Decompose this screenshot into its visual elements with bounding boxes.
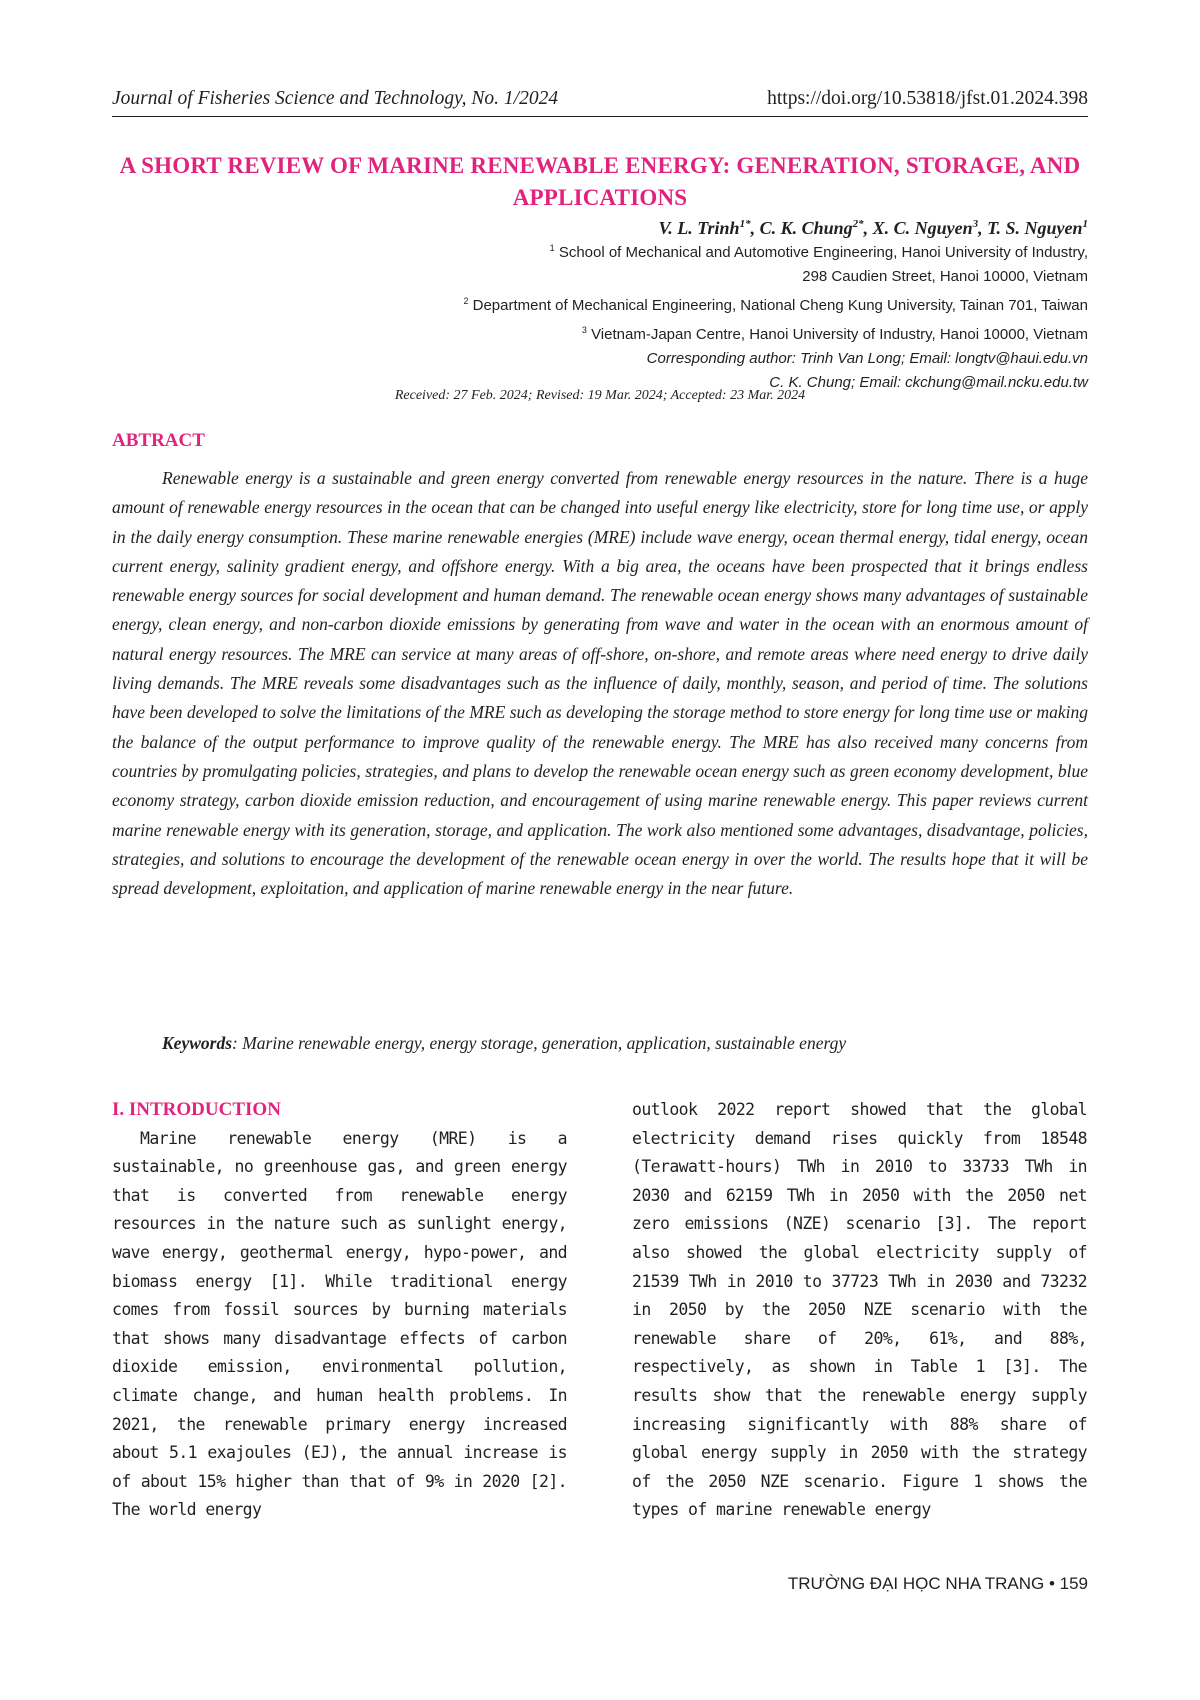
keywords [112, 1030, 1088, 1056]
intro-right-column [632, 1096, 1087, 1525]
author-name: T. S. Nguyen [987, 218, 1083, 238]
author-sup: 2* [852, 218, 864, 230]
author-name: V. L. Trinh [658, 218, 740, 238]
affiliation-text: Vietnam-Japan Centre, Hanoi University of Industry, Hanoi 10000, Vietnam [591, 326, 1088, 343]
doi-link[interactable]: https://doi.org/10.53818/jfst.01.2024.398 [767, 88, 1088, 109]
affiliation-2 [188, 289, 1088, 318]
author-list: V. L. Trinh$^{1*}$, C. K. Chung$^{2*}$, X. C. Nguyen$^3$, T. S. Nguyen$^1$ [658, 218, 1088, 238]
affiliations [188, 236, 1088, 395]
corresponding-author-2: C. K. Chung; Email: ckchung@mail.ncku.edu.tw [769, 374, 1088, 391]
author-name: C. K. Chung [759, 218, 853, 238]
journal-name: Journal of Fisheries Science and Technology, No. 1/2024 [112, 88, 559, 109]
intro-paragraph-continued: outlook 2022 report showed that the global electricity demand rises quickly from 18548 (Terawatt-hours) TWh in 2010 to 33733 TWh in 2030 and 62159 TWh in 2050 with the 2050 net zero emissions (NZE) scenario [3]. The report also showed the global electricity supply of 21539 TWh in 2010 to 37723 TWh in 2030 and 73232 in 2050 by the 2050 NZE scenario with the renewable share of 20%, 61%, and 88%, respectively, as shown in Table 1 [3]. The results show that the renewable energy supply increasing significantly with 88% share of global energy supply in 2050 with the strategy of the 2050 NZE scenario. Figure 1 shows the types of marine renewable energy [632, 1100, 1087, 1520]
paper-title: A SHORT REVIEW OF MARINE RENEWABLE ENERGY: GENERATION, STORAGE, AND APPLICATIONS [119, 153, 1081, 210]
affiliation-text: Department of Mechanical Engineering, National Cheng Kung University, Tainan 701, Taiwan [472, 297, 1088, 314]
author-name: X. C. Nguyen [872, 218, 973, 238]
abstract-heading: ABTRACT [112, 430, 205, 451]
affiliation-1-address: 298 Caudien Street, Hanoi 10000, Vietnam [802, 268, 1088, 285]
keywords-label: Keywords [162, 1033, 232, 1053]
affiliation-text: School of Mechanical and Automotive Engineering, Hanoi University of Industry, [558, 244, 1088, 261]
corresponding-author-1: Corresponding author: Trinh Van Long; Email: longtv@haui.edu.vn [646, 350, 1088, 367]
submission-dates: Received: 27 Feb. 2024; Revised: 19 Mar. 2024; Accepted: 23 Mar. 2024 [394, 388, 806, 403]
header-divider [112, 116, 1088, 117]
intro-paragraph: Marine renewable energy (MRE) is a sustainable, no greenhouse gas, and green energy that is converted from renewable energy resources in the nature such as sunlight energy, wave energy, geothermal energy, hypo-power, and biomass energy [1]. While traditional energy comes from fossil sources by burning materials that shows many disadvantage effects of carbon dioxide emission, environmental pollution, climate change, and human health problems. In 2021, the renewable primary energy increased about 5.1 exajoules (EJ), the annual increase is of about 15% higher than that of 9% in 2020 [2]. The world energy [112, 1128, 567, 1520]
author-sup: 1 [1082, 218, 1088, 230]
page-footer: TRƯỜNG ĐẠI HỌC NHA TRANG • 159 [787, 1574, 1088, 1593]
affiliation-3 [188, 318, 1088, 347]
abstract-text: Renewable energy is a sustainable and green energy converted from renewable energy resources in the nature. There is a huge amount of renewable energy resources in the ocean that can be changed into useful energy like electricity, store for long time use, or apply in the daily energy consumption. These marine renewable energies (MRE) include wave energy, ocean thermal energy, tidal energy, ocean current energy, salinity gradient energy, and offshore energy. With a big area, the oceans have been prospected that it brings endless renewable energy sources for social development and human demand. The renewable ocean energy shows many advantages of sustainable energy, clean energy, and non-carbon dioxide emissions by generating from wave and water in the ocean with an enormous amount of natural energy resources. The MRE can service at many areas of off-shore, on-shore, and remote areas where need energy to drive daily living demands. The MRE reveals some disadvantages such as the influence of daily, monthly, season, and period of time. The solutions have been developed to solve the limitations of the MRE such as developing the storage method to store energy for long time use or making the balance of the output performance to improve quality of the renewable energy. The MRE has also received many concerns from countries by promulgating policies, strategies, and plans to develop the renewable ocean energy such as green economy development, blue economy strategy, carbon dioxide emission reduction, and encouragement of using marine renewable energy. This paper reviews current marine renewable energy with its generation, storage, and application. The work also mentioned some advantages, disadvantage, policies, strategies, and solutions to encourage the development of the renewable ocean energy in over the world. The results hope that it will be spread development, exploitation, and application of marine renewable energy in the near future. [112, 468, 1088, 899]
affiliation-sup: 2 [463, 296, 469, 306]
affiliation-sup: 3 [581, 325, 587, 335]
affiliation-1 [188, 236, 1088, 265]
author-sup: 1* [739, 218, 751, 230]
affiliation-sup: 1 [549, 243, 555, 253]
keywords-text: : Marine renewable energy, energy storage, generation, application, sustainable energy [232, 1033, 847, 1053]
author-sup: 3 [972, 218, 979, 230]
intro-heading: I. INTRODUCTION [112, 1099, 281, 1120]
intro-left-column [112, 1096, 567, 1525]
running-header [112, 86, 1088, 112]
